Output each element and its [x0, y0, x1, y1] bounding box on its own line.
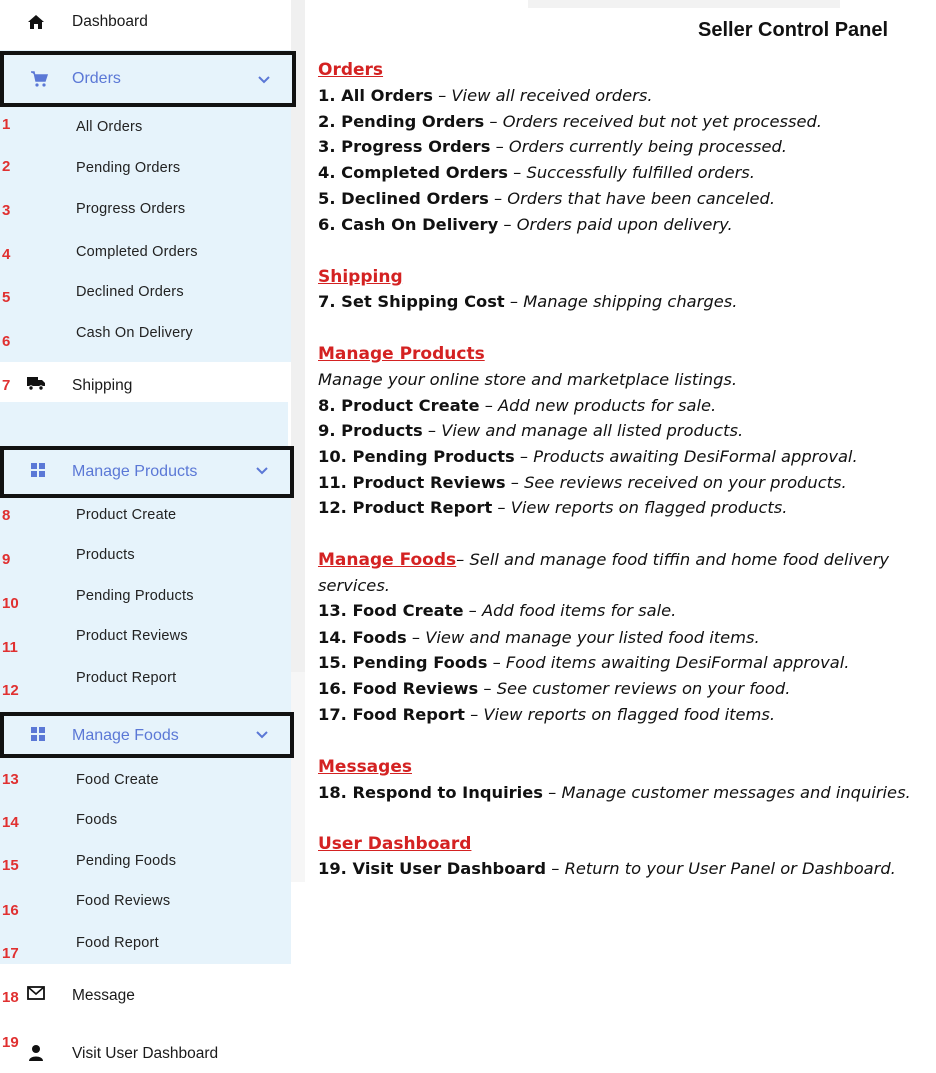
- chevron-down-icon: [254, 462, 270, 478]
- submenu-declined-orders[interactable]: Declined Orders: [76, 284, 184, 300]
- entry-desc: Successfully fulfilled orders.: [526, 163, 755, 182]
- cart-icon: [30, 70, 48, 88]
- entry-line: [318, 601, 676, 620]
- entry-dash: –: [478, 679, 497, 698]
- section-heading-shipping: Shipping: [318, 267, 403, 287]
- annotation-number: 6: [2, 333, 11, 350]
- entry-label: 16. Food Reviews: [318, 679, 479, 698]
- submenu-all-orders[interactable]: All Orders: [76, 119, 143, 135]
- page-title: Seller Control Panel: [698, 19, 889, 41]
- entry-dash: –: [487, 653, 506, 672]
- annotation-number: 11: [2, 639, 18, 656]
- entry-desc: Add new products for sale.: [498, 396, 717, 415]
- entry-label: 11. Product Reviews: [318, 473, 506, 492]
- entry-dash: –: [498, 215, 517, 234]
- submenu-food-create[interactable]: Food Create: [76, 772, 159, 788]
- entry-desc: Manage customer messages and inquiries.: [561, 783, 911, 802]
- entry-dash: –: [514, 447, 534, 466]
- entry-desc: Food items awaiting DesiFormal approval.: [505, 653, 850, 672]
- annotation-number: 16: [2, 902, 19, 919]
- annotation-number: 2: [2, 158, 11, 175]
- nav-message[interactable]: [0, 976, 288, 1016]
- entry-dash: –: [490, 137, 509, 156]
- submenu-food-report[interactable]: Food Report: [76, 935, 159, 951]
- annotation-number: 19: [2, 1034, 19, 1051]
- entry-desc: Orders that have been canceled.: [507, 189, 775, 208]
- entry-dash: –: [504, 292, 524, 311]
- entry-label: 2. Pending Orders: [318, 112, 485, 131]
- entry-desc: Products awaiting DesiFormal approval.: [533, 447, 858, 466]
- orders-menu[interactable]: [0, 51, 296, 107]
- envelope-icon: [25, 982, 47, 1004]
- entry-desc: Return to your User Panel or Dashboard.: [564, 859, 896, 878]
- truck-icon: [25, 372, 47, 394]
- submenu-product-report[interactable]: Product Report: [76, 670, 177, 686]
- entry-label: 1. All Orders: [318, 86, 433, 105]
- submenu-pending-products[interactable]: Pending Products: [76, 588, 194, 604]
- entry-line: [318, 679, 790, 698]
- entry-label: 8. Product Create: [318, 396, 480, 415]
- annotation-number: 8: [2, 507, 11, 524]
- entry-dash: –: [484, 112, 503, 131]
- chevron-down-icon: [256, 71, 272, 87]
- entry-dash: –: [463, 601, 482, 620]
- annotation-number: 3: [2, 202, 11, 219]
- entry-label: 6. Cash On Delivery: [318, 215, 499, 234]
- entry-line: [318, 189, 775, 208]
- section-intro-cont: [318, 576, 390, 595]
- annotation-number: 17: [2, 945, 19, 962]
- entry-desc: Orders paid upon delivery.: [516, 215, 733, 234]
- annotation-number: 14: [2, 814, 19, 831]
- entry-label: 12. Product Report: [318, 498, 493, 517]
- annotation-number: 18: [2, 989, 19, 1006]
- nav-shipping-label: Shipping: [72, 377, 133, 394]
- section-heading-manage-foods: Manage Foods: [318, 550, 457, 570]
- entry-label: 18. Respond to Inquiries: [318, 783, 543, 802]
- submenu-pending-foods[interactable]: Pending Foods: [76, 853, 177, 869]
- entry-desc: Orders received but not yet processed.: [502, 112, 822, 131]
- annotation-number: 5: [2, 289, 11, 306]
- entry-dash: –: [464, 705, 484, 724]
- nav-dashboard-label: Dashboard: [72, 13, 148, 30]
- entry-desc: Manage shipping charges.: [523, 292, 738, 311]
- entry-label: 19. Visit User Dashboard: [318, 859, 547, 878]
- user-icon: [25, 1042, 47, 1064]
- entry-line: [318, 421, 743, 440]
- top-bar: [528, 0, 840, 8]
- submenu-progress-orders[interactable]: Progress Orders: [76, 201, 186, 217]
- entry-label: 5. Declined Orders: [318, 189, 489, 208]
- entry-label: 7. Set Shipping Cost: [318, 292, 505, 311]
- manage-foods-menu-label: Manage Foods: [72, 727, 179, 744]
- submenu-product-create[interactable]: Product Create: [76, 507, 177, 523]
- entry-desc: View reports on flagged products.: [510, 498, 788, 517]
- entry-desc: See reviews received on your products.: [524, 473, 847, 492]
- annotation-number: 13: [2, 771, 19, 788]
- entry-line: [318, 86, 653, 105]
- grid-icon: [30, 726, 48, 744]
- entry-dash: –: [546, 859, 565, 878]
- section-heading-messages: Messages: [318, 757, 412, 777]
- submenu-products[interactable]: Products: [76, 547, 135, 563]
- entry-line: [318, 498, 787, 517]
- section-heading-user-dashboard: User Dashboard: [318, 834, 472, 854]
- submenu-pending-orders[interactable]: Pending Orders: [76, 160, 181, 176]
- sidebar: [0, 0, 300, 1073]
- entry-line: [318, 783, 911, 802]
- annotation-number: 1: [2, 116, 11, 133]
- entry-dash: –: [432, 86, 452, 105]
- entry-dash: –: [505, 473, 525, 492]
- submenu-foods[interactable]: Foods: [76, 812, 118, 828]
- entry-line: [318, 396, 716, 415]
- entry-dash: –: [406, 628, 426, 647]
- entry-label: 4. Completed Orders: [318, 163, 508, 182]
- annotation-number: 9: [2, 551, 11, 568]
- entry-line: [318, 859, 896, 878]
- entry-dash: –: [488, 189, 508, 208]
- submenu-cash-on-delivery[interactable]: Cash On Delivery: [76, 325, 193, 341]
- section-heading-orders: Orders: [318, 60, 384, 80]
- entry-dash: –: [479, 396, 499, 415]
- annotation-number: 10: [2, 595, 19, 612]
- entry-line: [318, 112, 822, 131]
- entry-label: 14. Foods: [318, 628, 407, 647]
- entry-line: [318, 653, 849, 672]
- entry-line: [318, 292, 737, 311]
- submenu-product-reviews[interactable]: Product Reviews: [76, 628, 188, 644]
- annotation-number: 7: [2, 377, 11, 394]
- entry-dash: –: [543, 783, 562, 802]
- grid-icon: [30, 462, 48, 480]
- entry-dash: –: [422, 421, 442, 440]
- chevron-down-icon: [254, 726, 270, 742]
- home-icon: [25, 11, 47, 33]
- section-heading-manage-products: Manage Products: [318, 344, 485, 364]
- entry-label: 10. Pending Products: [318, 447, 515, 466]
- entry-label: 9. Products: [318, 421, 423, 440]
- entry-desc: Add food items for sale.: [482, 601, 677, 620]
- intro-text: services.: [318, 576, 390, 595]
- entry-line: [318, 137, 787, 156]
- entry-line: [318, 473, 847, 492]
- entry-label: 3. Progress Orders: [318, 137, 491, 156]
- entry-desc: View and manage your listed food items.: [425, 628, 760, 647]
- annotation-number: 15: [2, 857, 19, 874]
- entry-line: [318, 628, 760, 647]
- manage-products-menu-label: Manage Products: [72, 463, 198, 480]
- entry-label: 13. Food Create: [318, 601, 464, 620]
- entry-line: [318, 447, 858, 466]
- orders-menu-label: Orders: [72, 70, 121, 87]
- entry-desc: View all received orders.: [451, 86, 653, 105]
- intro-text: – Sell and manage food tiffin and home food delivery: [456, 550, 890, 569]
- annotation-number: 4: [2, 246, 11, 263]
- submenu-food-reviews[interactable]: Food Reviews: [76, 893, 171, 909]
- entry-dash: –: [492, 498, 511, 517]
- entry-label: 15. Pending Foods: [318, 653, 488, 672]
- nav-visit-user-dashboard[interactable]: [0, 1034, 288, 1072]
- nav-dashboard[interactable]: [0, 0, 290, 44]
- nav-visit-user-dashboard-label: Visit User Dashboard: [72, 1045, 219, 1062]
- section-intro: [318, 370, 737, 389]
- manage-products-menu[interactable]: [0, 446, 294, 498]
- nav-shipping[interactable]: [0, 364, 288, 402]
- intro-text: Manage your online store and marketplace listings.: [318, 370, 738, 389]
- entry-line: [318, 163, 755, 182]
- entry-desc: View and manage all listed products.: [441, 421, 744, 440]
- entry-desc: Orders currently being processed.: [508, 137, 787, 156]
- section-manage-foods-line: [318, 550, 889, 570]
- entry-line: [318, 215, 733, 234]
- spacer-bg: [0, 402, 288, 446]
- entry-line: [318, 705, 775, 724]
- sidebar-edge-lower: [291, 672, 305, 882]
- entry-dash: –: [508, 163, 527, 182]
- nav-message-label: Message: [72, 987, 135, 1004]
- annotation-number: 12: [2, 682, 19, 699]
- submenu-completed-orders[interactable]: Completed Orders: [76, 244, 198, 260]
- manage-foods-menu[interactable]: [0, 712, 294, 758]
- entry-desc: View reports on flagged food items.: [483, 705, 776, 724]
- entry-label: 17. Food Report: [318, 705, 465, 724]
- entry-desc: See customer reviews on your food.: [496, 679, 791, 698]
